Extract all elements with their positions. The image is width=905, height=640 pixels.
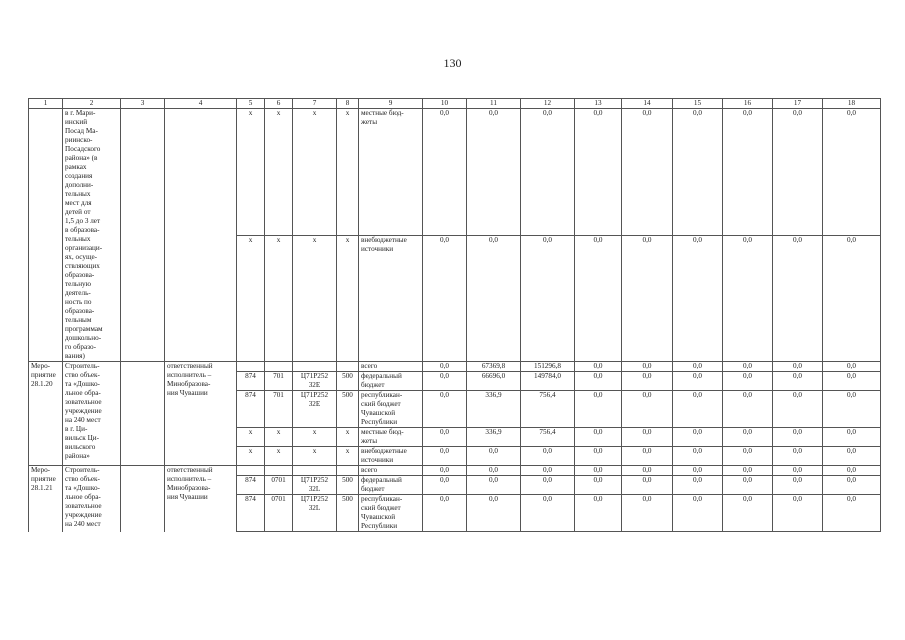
value-cell: 0,0 [622,476,673,495]
value-cell: 0,0 [673,109,723,236]
expense-type-cell [337,362,359,372]
column-number-header: 7 [293,99,337,109]
column-number-row [29,99,881,109]
column-3-cell [121,109,165,362]
column-number-header: 18 [823,99,881,109]
value-cell: 0,0 [521,235,575,362]
value-cell: 0,0 [673,362,723,372]
value-cell: 0,0 [575,372,622,391]
value-cell: 756,4 [521,391,575,428]
value-cell: 0,0 [622,362,673,372]
value-cell: 0,0 [673,447,723,466]
budget-table [28,98,881,532]
value-cell: 0,0 [622,495,673,532]
gr-code-cell: x [237,428,265,447]
target-article-cell: x [293,447,337,466]
value-cell: 0,0 [823,495,881,532]
column-number-header: 14 [622,99,673,109]
activity-id-cell: Меро- приятие 28.1.21 [29,466,63,532]
expense-type-cell: x [337,235,359,362]
expense-type-cell: 500 [337,391,359,428]
value-cell: 0,0 [723,447,773,466]
value-cell: 0,0 [823,362,881,372]
expense-type-cell: 500 [337,372,359,391]
value-cell: 0,0 [622,428,673,447]
gr-code-cell: 874 [237,476,265,495]
value-cell: 0,0 [423,447,467,466]
value-cell: 0,0 [521,476,575,495]
value-cell: 0,0 [622,466,673,476]
funding-source-cell: внебюджетные источники [359,235,423,362]
funding-source-cell: всего [359,362,423,372]
value-cell: 0,0 [521,109,575,236]
value-cell: 0,0 [723,235,773,362]
expense-type-cell: x [337,447,359,466]
target-article-cell: Ц71Р252 32Е [293,372,337,391]
value-cell: 0,0 [773,372,823,391]
section-code-cell [265,466,293,476]
value-cell: 0,0 [673,428,723,447]
value-cell: 0,0 [723,372,773,391]
value-cell: 0,0 [673,391,723,428]
responsible-executor-cell: ответственный исполнитель – Минобразова- ния Чувашии [165,362,237,466]
value-cell: 0,0 [423,372,467,391]
column-number-header: 10 [423,99,467,109]
section-code-cell: x [265,235,293,362]
value-cell: 0,0 [575,235,622,362]
value-cell: 0,0 [723,428,773,447]
expense-type-cell: 500 [337,476,359,495]
value-cell: 0,0 [575,362,622,372]
section-code-cell: 0701 [265,476,293,495]
funding-source-cell: республикан- ский бюджет Чувашской Республики [359,495,423,532]
value-cell: 0,0 [773,109,823,236]
expense-type-cell: x [337,109,359,236]
column-3-cell [121,466,165,532]
gr-code-cell: 874 [237,372,265,391]
activity-id-cell [29,109,63,362]
responsible-executor-cell [165,109,237,362]
value-cell: 0,0 [575,109,622,236]
value-cell: 0,0 [823,391,881,428]
gr-code-cell: 874 [237,495,265,532]
gr-code-cell: x [237,109,265,236]
section-code-cell: 0701 [265,495,293,532]
value-cell: 0,0 [622,447,673,466]
table-row [29,109,881,236]
value-cell: 0,0 [467,466,521,476]
responsible-executor-cell: ответственный исполнитель – Минобразова- ния Чувашии [165,466,237,532]
value-cell: 0,0 [423,362,467,372]
value-cell: 0,0 [423,466,467,476]
value-cell: 0,0 [773,235,823,362]
target-article-cell: Ц71Р252 32L [293,476,337,495]
value-cell: 756,4 [521,428,575,447]
column-number-header: 16 [723,99,773,109]
funding-source-cell: федеральный бюджет [359,372,423,391]
column-3-cell [121,362,165,466]
value-cell: 0,0 [423,495,467,532]
value-cell: 66696,0 [467,372,521,391]
target-article-cell [293,362,337,372]
target-article-cell: Ц71Р252 32L [293,495,337,532]
column-number-header: 15 [673,99,723,109]
activity-name-cell: в г. Мари- инский Посад Ма- риинско- Посадского района» (в рамках создания дополни- тельных мест для детей от 1,5 до 3 лет в образова- тельных организаци- ях, осуще- ствляющих образова- тельную деятель- ность по образова- тельным программам дошкольно- го образо- вания) [63,109,121,362]
value-cell: 0,0 [823,476,881,495]
expense-type-cell [337,466,359,476]
funding-source-cell: всего [359,466,423,476]
value-cell: 0,0 [723,362,773,372]
value-cell: 0,0 [423,428,467,447]
gr-code-cell [237,362,265,372]
value-cell: 149784,0 [521,372,575,391]
value-cell: 0,0 [673,372,723,391]
value-cell: 0,0 [823,447,881,466]
value-cell: 0,0 [723,476,773,495]
column-number-header: 13 [575,99,622,109]
activity-name-cell: Строитель- ство объек- та «Дошко- льное обра- зовательное учреждение на 240 мест в г. Ци- вильск Ци- вильского района» [63,362,121,466]
column-number-header: 1 [29,99,63,109]
column-number-header: 9 [359,99,423,109]
target-article-cell: x [293,235,337,362]
value-cell: 0,0 [575,495,622,532]
table-row [29,466,881,476]
gr-code-cell: 874 [237,391,265,428]
funding-source-cell: республикан- ский бюджет Чувашской Республики [359,391,423,428]
value-cell: 0,0 [521,495,575,532]
column-number-header: 8 [337,99,359,109]
value-cell: 0,0 [423,235,467,362]
section-code-cell: x [265,109,293,236]
value-cell: 0,0 [773,476,823,495]
funding-source-cell: местные бюд- жеты [359,428,423,447]
gr-code-cell: x [237,447,265,466]
target-article-cell: Ц71Р252 32Е [293,391,337,428]
section-code-cell [265,362,293,372]
value-cell: 0,0 [423,391,467,428]
value-cell: 336,9 [467,428,521,447]
value-cell: 0,0 [773,391,823,428]
value-cell: 0,0 [773,428,823,447]
value-cell: 0,0 [575,447,622,466]
section-code-cell: 701 [265,391,293,428]
value-cell: 0,0 [823,109,881,236]
column-number-header: 3 [121,99,165,109]
value-cell: 0,0 [723,109,773,236]
gr-code-cell [237,466,265,476]
section-code-cell: 701 [265,372,293,391]
target-article-cell: x [293,109,337,236]
value-cell: 0,0 [823,466,881,476]
page-number: 130 [443,56,462,70]
value-cell: 0,0 [521,466,575,476]
value-cell: 0,0 [773,466,823,476]
section-code-cell: x [265,428,293,447]
value-cell: 0,0 [823,428,881,447]
column-number-header: 2 [63,99,121,109]
value-cell: 0,0 [773,362,823,372]
value-cell: 0,0 [423,476,467,495]
column-number-header: 11 [467,99,521,109]
column-number-header: 17 [773,99,823,109]
expense-type-cell: 500 [337,495,359,532]
value-cell: 0,0 [773,495,823,532]
value-cell: 0,0 [673,235,723,362]
column-number-header: 5 [237,99,265,109]
value-cell: 0,0 [521,447,575,466]
table-row [29,362,881,372]
funding-source-cell: внебюджетные источники [359,447,423,466]
value-cell: 0,0 [575,466,622,476]
gr-code-cell: x [237,235,265,362]
value-cell: 0,0 [622,235,673,362]
value-cell: 0,0 [723,466,773,476]
value-cell: 0,0 [423,109,467,236]
expense-type-cell: x [337,428,359,447]
column-number-header: 12 [521,99,575,109]
value-cell: 0,0 [773,447,823,466]
column-number-header: 4 [165,99,237,109]
value-cell: 0,0 [622,391,673,428]
value-cell: 336,9 [467,391,521,428]
value-cell: 0,0 [467,235,521,362]
section-code-cell: x [265,447,293,466]
target-article-cell [293,466,337,476]
activity-id-cell: Меро- приятие 28.1.20 [29,362,63,466]
value-cell: 151296,8 [521,362,575,372]
value-cell: 0,0 [673,476,723,495]
target-article-cell: x [293,428,337,447]
value-cell: 0,0 [823,235,881,362]
value-cell: 0,0 [622,372,673,391]
value-cell: 0,0 [673,495,723,532]
activity-name-cell: Строитель- ство объек- та «Дошко- льное обра- зовательное учреждение на 240 мест [63,466,121,532]
value-cell: 0,0 [622,109,673,236]
value-cell: 0,0 [723,495,773,532]
funding-source-cell: федеральный бюджет [359,476,423,495]
value-cell: 0,0 [467,447,521,466]
value-cell: 0,0 [673,466,723,476]
value-cell: 0,0 [467,109,521,236]
value-cell: 0,0 [823,372,881,391]
value-cell: 0,0 [467,495,521,532]
value-cell: 0,0 [575,391,622,428]
value-cell: 67369,8 [467,362,521,372]
value-cell: 0,0 [467,476,521,495]
value-cell: 0,0 [575,476,622,495]
value-cell: 0,0 [723,391,773,428]
funding-source-cell: местные бюд- жеты [359,109,423,236]
value-cell: 0,0 [575,428,622,447]
column-number-header: 6 [265,99,293,109]
